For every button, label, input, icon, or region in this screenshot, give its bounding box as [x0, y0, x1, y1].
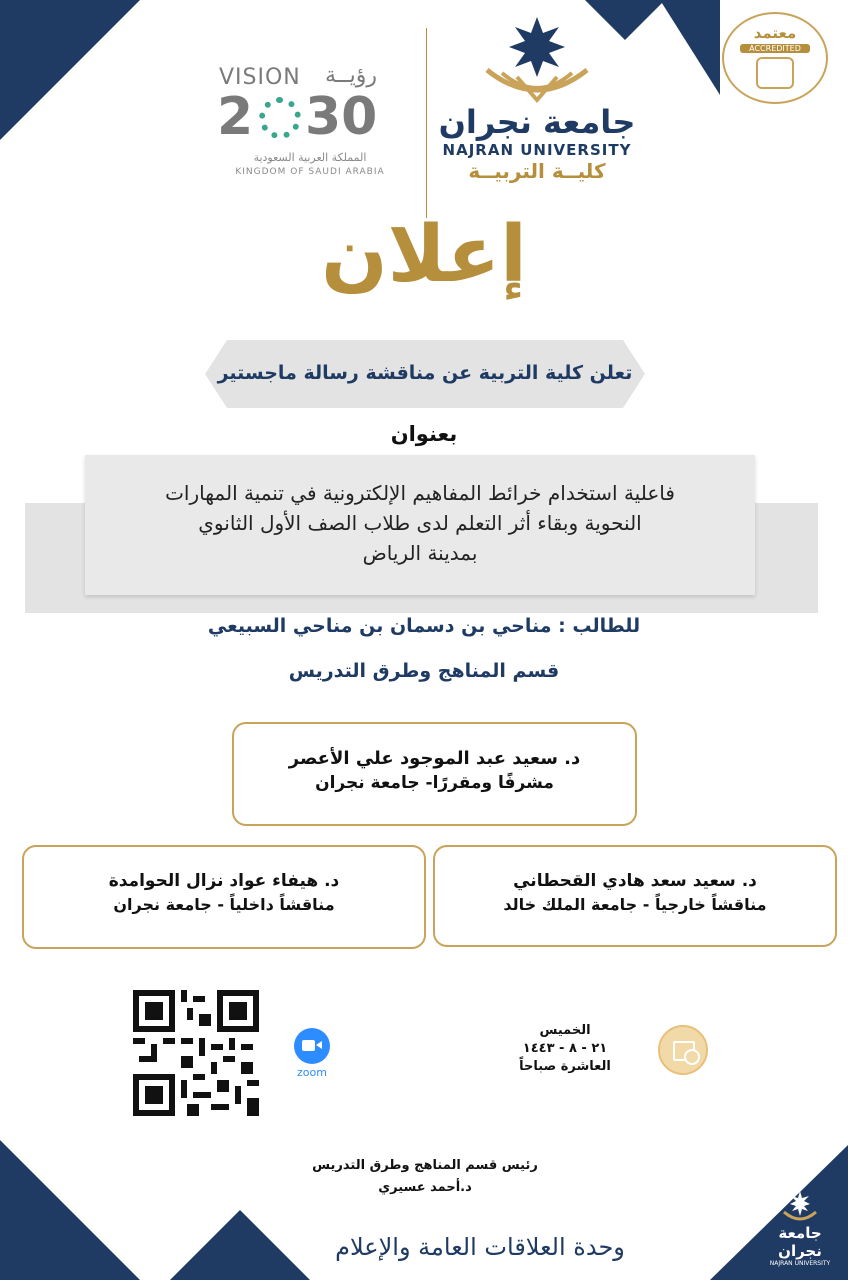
vision-ar: رؤيــة — [325, 63, 378, 88]
seal-emblem-icon — [756, 57, 794, 89]
vision-year-30: 30 — [305, 87, 378, 147]
external-examiner-name: د. سعيد سعد هادي القحطاني — [513, 871, 757, 891]
accredited-ar: معتمد — [753, 24, 797, 42]
accredited-en: ACCREDITED — [740, 44, 810, 53]
supervisor-box — [232, 722, 637, 826]
corner-top-left — [0, 0, 140, 140]
kingdom-ar: المملكة العربية السعودية — [253, 151, 367, 164]
internal-examiner-role: مناقشاً داخلياً - جامعة نجران — [113, 895, 335, 914]
thesis-line-1: فاعلية استخدام خرائط المفاهيم الإلكترونية في تنمية المهارات — [165, 481, 675, 505]
internal-examiner-box — [22, 845, 426, 949]
department-head-title: رئيس قسم المناهج وطرق التدريس — [312, 1158, 538, 1173]
corner-top-right-band — [660, 0, 720, 95]
footer-logo-ar: جامعة نجران — [778, 1224, 822, 1260]
department-head-name: د.أحمد عسيري — [378, 1180, 472, 1195]
accreditation-seal — [722, 12, 828, 104]
zoom-icon[interactable] — [292, 1028, 332, 1088]
corner-bottom-left — [0, 1140, 140, 1280]
supervisor-role: مشرفًا ومقررًا- جامعة نجران — [315, 773, 554, 793]
footer-logo-en: NAJRAN UNIVERSITY — [769, 1260, 831, 1267]
schedule-date: ٢١ - ٨ - ١٤٤٣ — [522, 1041, 608, 1056]
vision-2030-logo — [215, 65, 415, 185]
palm-swords-icon — [259, 97, 301, 139]
thesis-title — [85, 478, 755, 568]
thesis-line-2: النحوية وبقاء أثر التعلم لدى طلاب الصف الأول الثانوي — [198, 511, 642, 535]
department-name: قسم المناهج وطرق التدريس — [288, 660, 560, 682]
public-relations-unit: وحدة العلاقات العامة والإعلام — [335, 1233, 625, 1261]
external-examiner-box — [433, 845, 837, 947]
qr-code-icon — [133, 990, 259, 1116]
subtitle: بعنوان — [390, 422, 458, 446]
thesis-line-3: بمدينة الرياض — [362, 541, 478, 565]
university-name-ar: جامعة نجران — [438, 103, 636, 141]
external-examiner-role: مناقشاً خارجياً - جامعة الملك خالد — [503, 895, 767, 914]
university-name-en: NAJRAN UNIVERSITY — [442, 141, 632, 159]
zoom-label: zoom — [297, 1066, 327, 1079]
college-name: كليــة التربيــة — [468, 159, 606, 183]
footer-logo — [760, 1190, 840, 1270]
kingdom-en: KINGDOM OF SAUDI ARABIA — [235, 167, 385, 177]
header-divider — [426, 28, 427, 218]
schedule-time: العاشرة صباحاً — [519, 1059, 611, 1074]
supervisor-name: د. سعيد عبد الموجود علي الأعصر — [288, 748, 581, 769]
university-emblem-icon — [477, 15, 597, 105]
footer-emblem-icon — [780, 1190, 820, 1224]
page-title: إعلان — [321, 210, 527, 300]
vision-year-2: 2 — [217, 87, 254, 147]
schedule-day: الخميس — [539, 1023, 591, 1038]
najran-university-logo — [432, 15, 642, 200]
student-name: للطالب : مناحي بن دسمان بن مناحي السبيعي — [207, 615, 641, 637]
vision-en: VISION — [219, 65, 301, 90]
schedule-block — [495, 1022, 635, 1076]
intro-text: تعلن كلية التربية عن مناقشة رسالة ماجستير — [217, 362, 633, 384]
internal-examiner-name: د. هيفاء عواد نزال الحوامدة — [108, 871, 340, 891]
calendar-clock-icon — [658, 1025, 708, 1075]
